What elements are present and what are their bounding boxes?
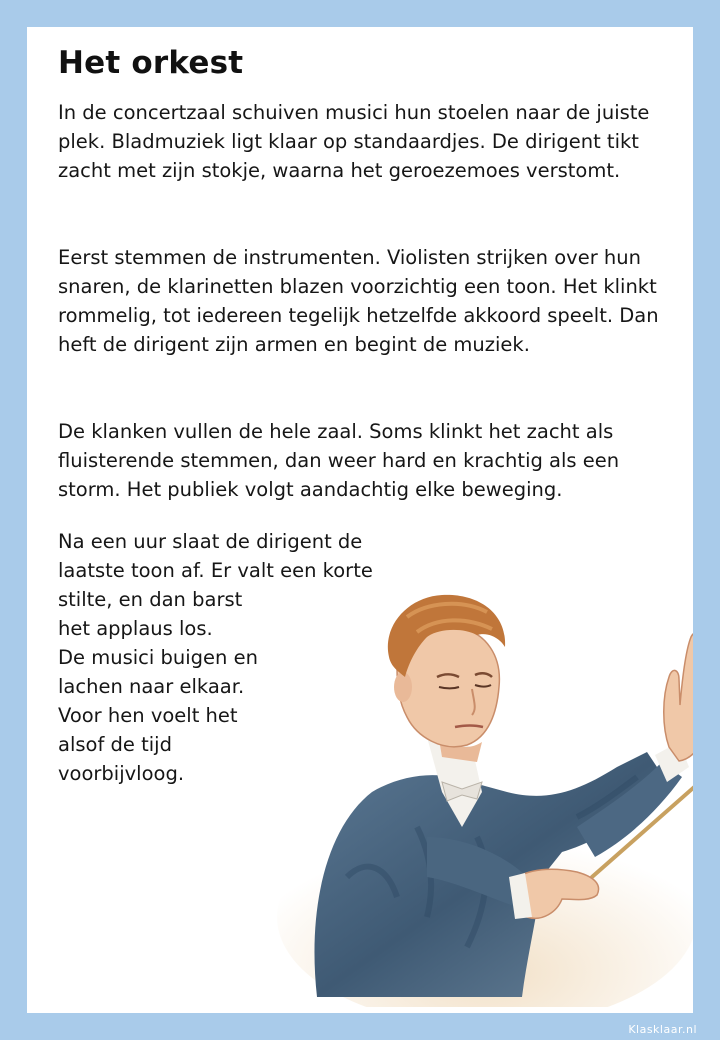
worksheet-page (27, 27, 693, 1013)
closing-line: alsof de tijd (58, 733, 172, 756)
closing-line: het applaus los. (58, 617, 213, 640)
closing-line: Na een uur slaat de dirigent de (58, 530, 363, 553)
paragraph-2: Eerst stemmen de instrumenten. Violisten strijken over hun snaren, de klarinetten blazen voorzichtig een toon. Het klinkt rommelig, tot iedereen tegelijk hetzelfde akkoord speelt. Dan heft de dirigent zijn armen en begint de muziek. (58, 246, 659, 356)
closing-line: Voor hen voelt het (58, 704, 238, 727)
footer-credit: Klasklaar.nl (628, 1023, 697, 1036)
closing-line: voorbijvloog. (58, 762, 185, 785)
paragraph-3: De klanken vullen de hele zaal. Soms klinkt het zacht als fluisterende stemmen, dan weer hard en krachtig als een storm. Het publiek volgt aandachtig elke beweging. (58, 420, 620, 501)
closing-line: lachen naar elkaar. (58, 675, 245, 698)
conductor-illustration (277, 577, 693, 1007)
page-title: Het orkest (58, 45, 244, 81)
closing-line: stilte, en dan barst (58, 588, 243, 611)
closing-line: De musici buigen en (58, 646, 258, 669)
closing-line: laatste toon af. Er valt een korte (58, 559, 373, 582)
paragraph-1: In de concertzaal schuiven musici hun stoelen naar de juiste plek. Bladmuziek ligt klaar op standaardjes. De dirigent tikt zacht met zijn stokje, waarna het geroezemoes verstomt. (58, 101, 650, 182)
